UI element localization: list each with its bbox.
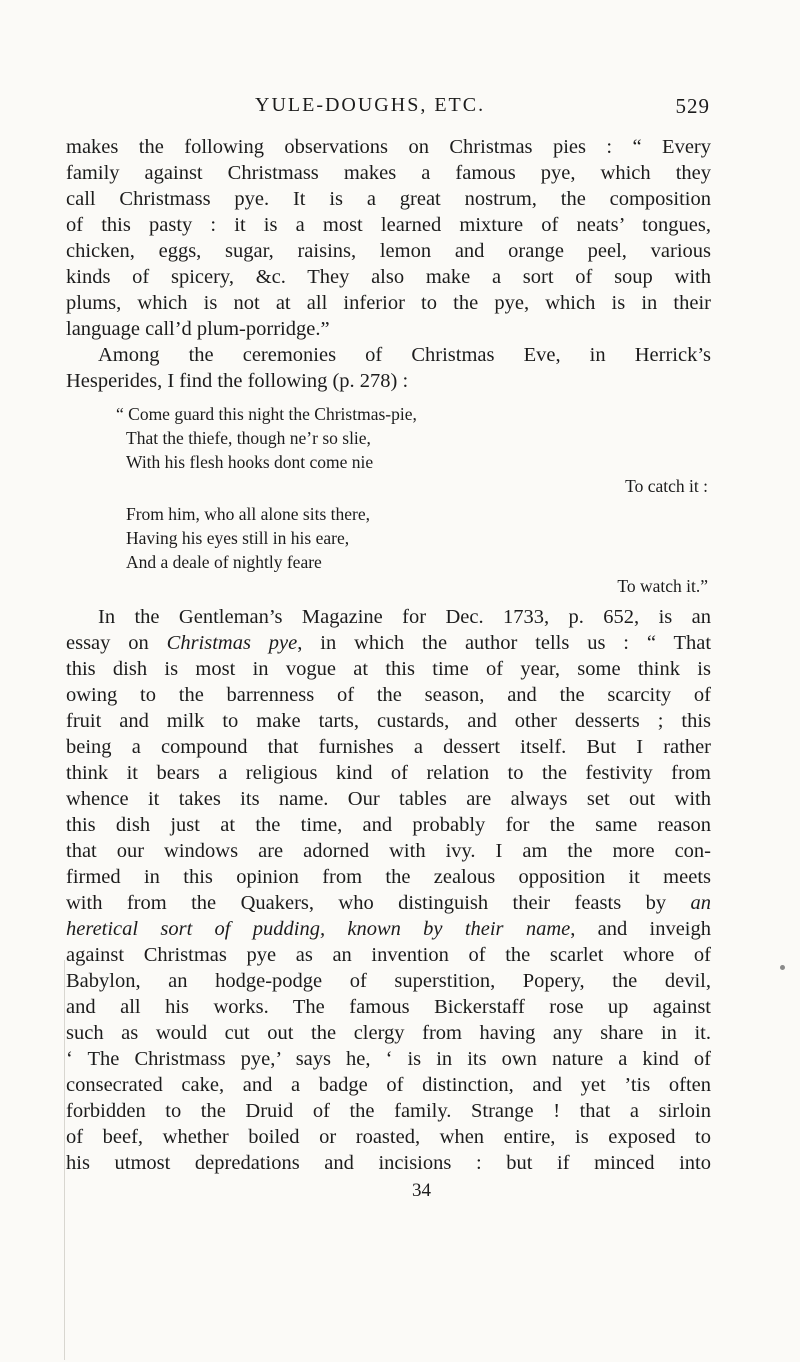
text-line: consecrated cake, and a badge of distinction, and yet ’tis often bbox=[66, 1074, 711, 1096]
text-line: heretical sort of pudding, known by their name, and inveigh bbox=[66, 918, 711, 940]
text-line: Hesperides, I find the following (p. 278) : bbox=[66, 370, 409, 392]
text-line: of this pasty : it is a most learned mixture of neats’ tongues, bbox=[66, 214, 711, 236]
poem-line: From him, who all alone sits there, bbox=[126, 504, 370, 524]
text-line: and all his works. The famous Bickerstaff rose up against bbox=[66, 996, 711, 1018]
text-line: Babylon, an hodge-podge of superstition, Popery, the devil, bbox=[66, 970, 711, 992]
text-line: call Christmass pye. It is a great nostrum, the composition bbox=[66, 188, 711, 210]
text-line: against Christmas pye as an invention of the scarlet whore of bbox=[66, 944, 711, 966]
poem-line: With his flesh hooks dont come nie bbox=[126, 452, 374, 472]
binding-edge bbox=[64, 960, 65, 1360]
margin-blemish bbox=[780, 965, 785, 970]
poem-line: And a deale of nightly feare bbox=[126, 552, 322, 572]
page-number: 529 bbox=[675, 94, 710, 118]
text-line: chicken, eggs, sugar, raisins, lemon and orange peel, various bbox=[66, 240, 711, 262]
running-title: YULE-DOUGHS, ETC. bbox=[255, 94, 486, 116]
text-line: this dish just at the time, and probably for the same reason bbox=[66, 814, 711, 836]
signature-mark: 34 bbox=[412, 1180, 431, 1201]
text-line: of beef, whether boiled or roasted, when entire, is exposed to bbox=[66, 1126, 711, 1148]
text-line: essay on Christmas pye, in which the author tells us : “ That bbox=[66, 632, 712, 654]
text-line: being a compound that furnishes a dessert itself. But I rather bbox=[66, 736, 711, 758]
italic-phrase: an bbox=[690, 892, 711, 914]
text-line: language call’d plum-porridge.” bbox=[66, 318, 330, 340]
text-line: forbidden to the Druid of the family. Strange ! that a sirloin bbox=[66, 1100, 711, 1122]
text-line: his utmost depredations and incisions : but if minced into bbox=[66, 1152, 711, 1174]
poem-line: To catch it : bbox=[625, 476, 708, 496]
running-head bbox=[255, 94, 710, 124]
text-line: owing to the barrenness of the season, and the scarcity of bbox=[66, 684, 711, 706]
text-line: whence it takes its name. Our tables are always set out with bbox=[66, 788, 711, 810]
italic-phrase: heretical sort of pudding, known by their name bbox=[66, 918, 571, 940]
poem-line: Having his eyes still in his eare, bbox=[126, 528, 350, 548]
text-line: think it bears a religious kind of relation to the festivity from bbox=[66, 762, 711, 784]
poem-line: To watch it.” bbox=[617, 576, 708, 596]
italic-title: Christmas pye bbox=[166, 632, 298, 654]
text-line: ‘ The Christmass pye,’ says he, ‘ is in its own nature a kind of bbox=[66, 1048, 711, 1070]
text-line: makes the following observations on Christmas pies : “ Every bbox=[66, 136, 711, 158]
poem-line: “ Come guard this night the Christmas-pie, bbox=[116, 404, 417, 424]
text-line: kinds of spicery, &c. They also make a sort of soup with bbox=[66, 266, 711, 288]
text-line: this dish is most in vogue at this time of year, some think is bbox=[66, 658, 711, 680]
text-line: family against Christmass makes a famous pye, which they bbox=[66, 162, 711, 184]
text-line: Among the ceremonies of Christmas Eve, in Herrick’s bbox=[98, 344, 711, 366]
text-line: plums, which is not at all inferior to the pye, which is in their bbox=[66, 292, 711, 314]
poem-line: That the thiefe, though ne’r so slie, bbox=[126, 428, 371, 448]
text-line: In the Gentleman’s Magazine for Dec. 1733, p. 652, is an bbox=[98, 606, 711, 628]
text-line: firmed in this opinion from the zealous opposition it meets bbox=[66, 866, 711, 888]
text-line: such as would cut out the clergy from having any share in it. bbox=[66, 1022, 711, 1044]
text-line: that our windows are adorned with ivy. I am the more con- bbox=[66, 840, 711, 862]
text-line: fruit and milk to make tarts, custards, and other desserts ; this bbox=[66, 710, 711, 732]
text-line: with from the Quakers, who distinguish their feasts by an bbox=[66, 892, 711, 914]
